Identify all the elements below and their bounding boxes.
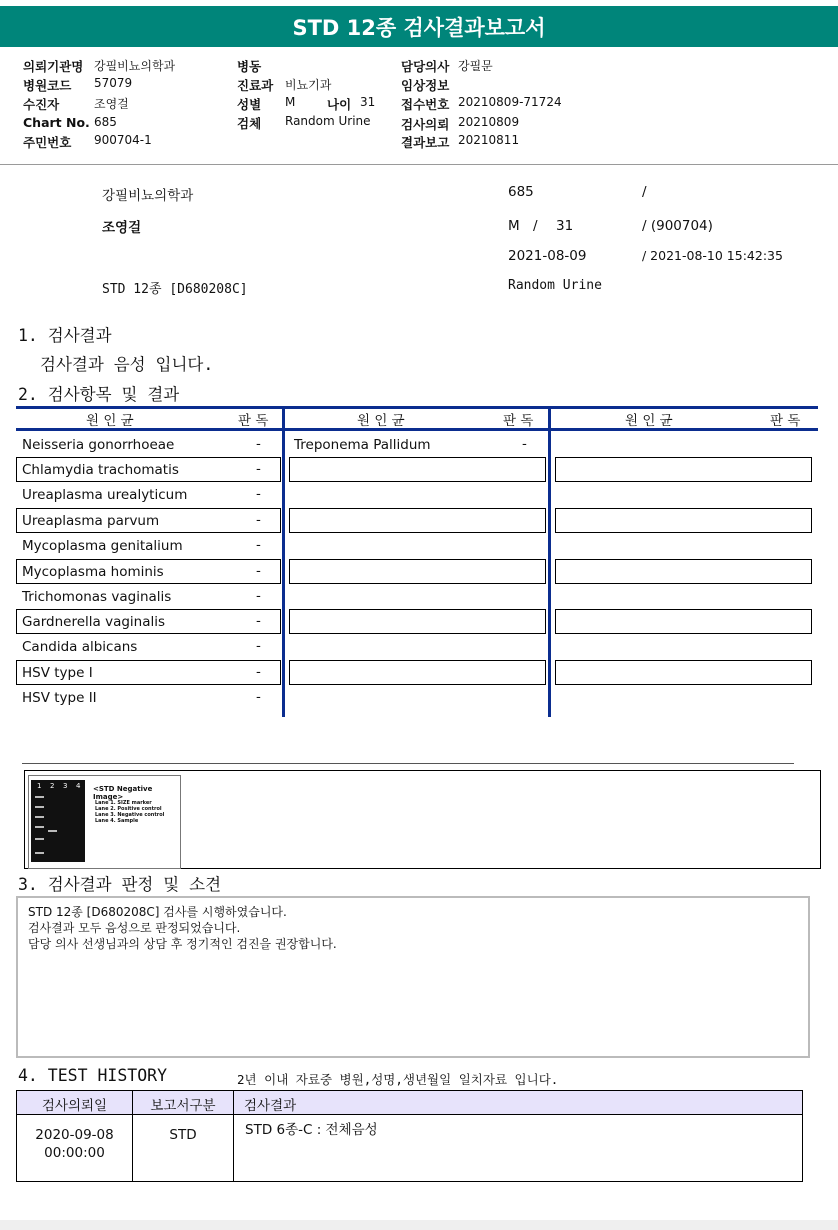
table-row	[294, 437, 534, 457]
opinion-line: 담당 의사 선생님과의 상담 후 정기적인 검진을 권장합니다.	[28, 937, 337, 951]
pathogen-result: -	[256, 588, 261, 604]
table-row	[16, 660, 281, 685]
header-value: 강필문	[458, 59, 493, 73]
section-1-text: 검사결과 음성 입니다.	[40, 355, 214, 374]
pathogen-result: -	[256, 613, 261, 629]
table-row	[22, 639, 268, 659]
page-footer-bar	[0, 1220, 838, 1230]
table-col-divider	[282, 406, 285, 717]
header-value: 685	[94, 115, 117, 129]
patient-date-received: 2021-08-09	[508, 248, 587, 264]
gel-title: <STD Negative Image>	[93, 785, 153, 801]
pathogen-name: HSV type II	[22, 690, 97, 706]
history-header-type: 보고서구분	[150, 1098, 216, 1114]
gel-lane-label: 4	[76, 782, 81, 790]
empty-cell	[555, 660, 812, 685]
history-table	[16, 1090, 803, 1182]
header-label: 병동	[237, 59, 262, 74]
header-value: 57079	[94, 76, 133, 90]
history-type: STD	[169, 1127, 197, 1143]
gel-band	[35, 826, 44, 828]
header-label: 병원코드	[23, 78, 72, 93]
report-title: STD 12종 검사결과보고서	[0, 6, 838, 47]
gel-legend-item: Lane 4. Sample	[95, 818, 139, 824]
header-label: 결과보고	[401, 135, 450, 150]
header-label: Chart No.	[23, 115, 90, 130]
pathogen-result: -	[256, 512, 261, 528]
pathogen-name: Trichomonas vaginalis	[22, 589, 172, 605]
empty-cell	[289, 508, 546, 533]
pathogen-result: -	[256, 563, 261, 579]
patient-sex: M	[508, 218, 520, 234]
header-value: 900704-1	[94, 133, 152, 147]
header-label: 임상정보	[401, 78, 450, 93]
gel-lane-label: 1	[37, 782, 42, 790]
table-row	[16, 609, 281, 634]
table-row	[22, 538, 268, 558]
table-row	[22, 690, 268, 710]
pathogen-name: Mycoplasma genitalium	[22, 538, 183, 554]
table-header-result: 판 독	[503, 413, 534, 429]
header-value: 20210811	[458, 133, 520, 147]
header-label: 담당의사	[401, 59, 450, 74]
gel-band	[35, 852, 44, 854]
gel-legend-item: Lane 1. SIZE marker	[95, 800, 152, 806]
patient-hospital: 강필비뇨의학과	[102, 188, 194, 204]
table-header-result: 판 독	[238, 413, 269, 429]
gel-lane-label: 2	[50, 782, 55, 790]
pathogen-name: HSV type I	[22, 665, 93, 681]
patient-date-reported: / 2021-08-10 15:42:35	[642, 248, 783, 263]
empty-cell	[555, 609, 812, 634]
section-3-title: 3. 검사결과 판정 및 소견	[18, 875, 222, 894]
header-label: 수진자	[23, 97, 60, 112]
pathogen-name: Gardnerella vaginalis	[22, 614, 166, 630]
gel-legend	[95, 800, 164, 824]
history-date-time: 00:00:00	[44, 1145, 105, 1161]
patient-chart: 685	[508, 184, 534, 200]
empty-cell	[555, 559, 812, 584]
gel-image	[28, 775, 181, 869]
gel-lane-label: 3	[63, 782, 68, 790]
patient-chart-sep: /	[642, 184, 647, 200]
header-label: 접수번호	[401, 97, 450, 112]
gel-legend-item: Lane 3. Negative control	[95, 812, 165, 818]
history-result: STD 6종-C : 전체음성	[245, 1122, 378, 1138]
table-row	[16, 508, 281, 533]
header-value: 20210809-71724	[458, 95, 562, 109]
table-row	[16, 559, 281, 584]
header-value: Random Urine	[285, 114, 371, 128]
patient-specimen: Random Urine	[508, 278, 602, 293]
table-row	[22, 437, 268, 457]
header-label: 검체	[237, 116, 262, 131]
table-col-divider	[548, 406, 551, 717]
patient-name: 조영걸	[102, 220, 142, 236]
pathogen-result: -	[256, 461, 261, 477]
table-header-border	[16, 428, 818, 431]
header-label: 의뢰기관명	[23, 59, 84, 74]
table-row	[16, 457, 281, 482]
section-1-title: 1. 검사결과	[18, 326, 112, 345]
pathogen-result: -	[256, 436, 261, 452]
section-4-title: 4. TEST HISTORY	[18, 1066, 168, 1085]
history-header-result: 검사결과	[244, 1098, 297, 1114]
gel-photo	[31, 780, 85, 862]
pathogen-name: Treponema Pallidum	[294, 437, 431, 453]
gel-divider	[22, 763, 794, 764]
opinion-line: 검사결과 모두 음성으로 판정되었습니다.	[28, 921, 241, 935]
gel-band	[35, 806, 44, 808]
history-col-divider	[233, 1091, 234, 1181]
header-value: M	[285, 95, 296, 109]
pathogen-name: Neisseria gonorrhoeae	[22, 437, 175, 453]
opinion-box	[16, 896, 810, 1058]
patient-age: 31	[556, 218, 574, 234]
gel-band	[35, 838, 44, 840]
header-value: 강필비뇨의학과	[94, 59, 176, 73]
empty-cell	[289, 660, 546, 685]
opinion-line: STD 12종 [D680208C] 검사를 시행하였습니다.	[28, 905, 287, 919]
empty-cell	[555, 457, 812, 482]
patient-test: STD 12종 [D680208C]	[102, 282, 248, 297]
history-header-date: 검사의뢰일	[41, 1098, 108, 1114]
patient-id: / (900704)	[642, 218, 713, 234]
pathogen-name: Mycoplasma hominis	[22, 564, 164, 580]
empty-cell	[555, 508, 812, 533]
header-label: 나이	[327, 97, 352, 112]
section-4-note: 2년 이내 자료중 병원,성명,생년월일 일치자료 입니다.	[237, 1072, 559, 1087]
history-date-day: 2020-09-08	[35, 1127, 114, 1143]
pathogen-name: Ureaplasma parvum	[22, 513, 160, 529]
history-date	[17, 1126, 132, 1162]
table-header-pathogen: 원 인 균	[625, 413, 673, 429]
pathogen-result: -	[256, 664, 261, 680]
table-top-border	[16, 406, 818, 409]
table-row	[22, 589, 268, 609]
section-2-title: 2. 검사항목 및 결과	[18, 385, 180, 404]
gel-band	[35, 816, 44, 818]
gel-image-frame	[24, 770, 821, 869]
pathogen-result: -	[256, 689, 261, 705]
pathogen-name: Candida albicans	[22, 639, 138, 655]
header-label: 주민번호	[23, 135, 72, 150]
pathogen-name: Chlamydia trachomatis	[22, 462, 179, 478]
gel-band	[35, 796, 44, 798]
header-label: 진료과	[237, 78, 274, 93]
header-value: 비뇨기과	[285, 78, 332, 92]
pathogen-result: -	[522, 436, 527, 452]
patient-sex-sep: /	[533, 218, 538, 234]
table-header-pathogen: 원 인 균	[86, 413, 134, 429]
gel-legend-item: Lane 2. Positive control	[95, 806, 162, 812]
table-header-pathogen: 원 인 균	[357, 413, 405, 429]
empty-cell	[289, 559, 546, 584]
pathogen-result: -	[256, 537, 261, 553]
empty-cell	[289, 457, 546, 482]
header-value: 31	[360, 95, 376, 109]
pathogen-result: -	[256, 486, 261, 502]
header-value: 조영걸	[94, 97, 129, 111]
pathogen-result: -	[256, 638, 261, 654]
header-label: 성별	[237, 97, 262, 112]
empty-cell	[289, 609, 546, 634]
table-header-result: 판 독	[770, 413, 801, 429]
header-label: 검사의뢰	[401, 117, 450, 132]
gel-band	[48, 830, 57, 832]
header-value: 20210809	[458, 115, 520, 129]
table-row	[22, 487, 268, 507]
pathogen-name: Ureaplasma urealyticum	[22, 487, 188, 503]
opinion-text	[28, 904, 337, 952]
